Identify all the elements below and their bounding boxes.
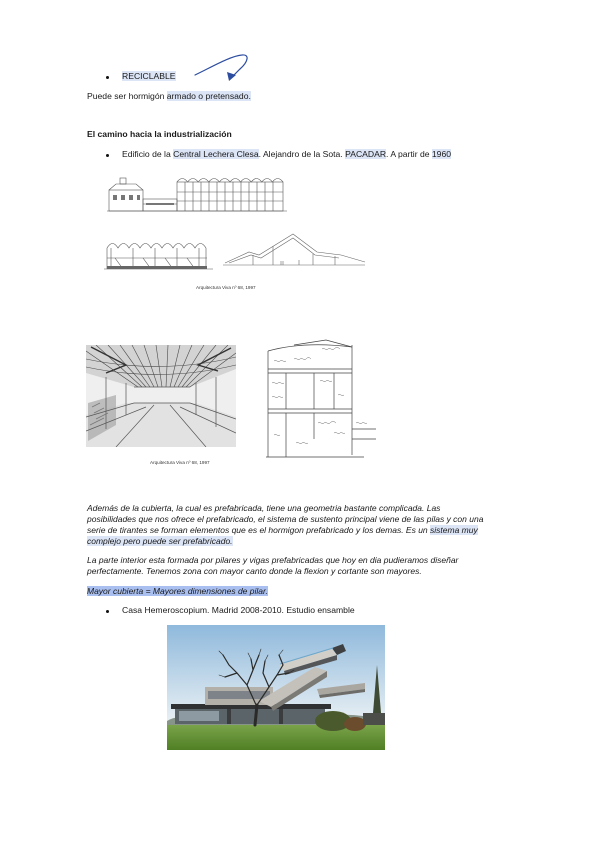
paragraph-line (87, 536, 483, 547)
list-item-reciclable (122, 71, 176, 82)
right-section-linework (223, 234, 365, 265)
text-segment: posibilidades que nos ofrece el prefabricado, el sistema de sustento principal viene de las pilas y con una (87, 514, 484, 524)
text-segment: Edificio de la (122, 149, 174, 159)
paragraph-roof (87, 503, 483, 547)
text-segment: Puede ser hormigón (87, 91, 167, 101)
paragraph-line: perfectamente. Tenemos zona con mayor canto donde la flexion y cortante son mayores. (87, 566, 422, 576)
paragraph-line (87, 525, 483, 536)
bullet-icon (106, 154, 109, 157)
figure-caption: Arquitectura Viva nº 68, 1997 (196, 285, 256, 290)
hand-drawn-arrow-annotation (190, 48, 254, 86)
fence (363, 713, 385, 725)
section-heading: El camino hacia la industrialización (87, 129, 232, 139)
highlighted-text: RECICLABLE (122, 71, 176, 81)
text-segment: . Alejandro de la Sota. (258, 149, 346, 159)
list-item-hemeroscopium: Casa Hemeroscopium. Madrid 2008-2010. Estudio ensamble (122, 605, 355, 615)
paragraph-interior (87, 555, 458, 577)
highlighted-text: complejo pero puede ser prefabricado. (87, 536, 233, 546)
highlighted-text: Central Lechera Clesa (173, 149, 259, 159)
hemeroscopium-photo (167, 625, 385, 750)
highlighted-text: PACADAR (345, 149, 387, 159)
shrub (344, 717, 366, 731)
bullet-icon (106, 76, 109, 79)
section-linework (266, 340, 376, 457)
left-section-foundation (107, 266, 207, 269)
text-segment: serie de tirantes se forman elementos que es el hormigon prefabricado y los demas. Es un (87, 525, 431, 535)
highlighted-text: sistema muy (430, 525, 478, 535)
list-item-clesa (122, 149, 451, 160)
hormigon-line (87, 91, 251, 102)
clesa-elevation-drawing (106, 168, 288, 216)
left-section-linework (104, 244, 213, 270)
highlighted-text: Mayor cubierta = Mayores dimensiones de pilar. (87, 586, 268, 596)
elevation-windows (113, 195, 174, 205)
paragraph-line: La parte interior esta formada por pilares y vigas prefabricadas que hoy en dia pudieramos diseñar (87, 555, 459, 565)
emphasis-line (87, 586, 268, 597)
text-segment: . A partir de (386, 149, 432, 159)
highlighted-text: 1960 (431, 149, 452, 159)
elevation-linework (107, 178, 287, 211)
interior-perspective-sketch (86, 345, 236, 447)
figure-caption: Arquitectura Viva nº 68, 1997 (150, 460, 210, 465)
bullet-icon (106, 610, 109, 613)
paragraph-line (87, 503, 483, 514)
paragraph-line (87, 514, 483, 525)
clesa-sections-drawing (103, 228, 369, 274)
highlighted-text: armado o pretensado. (166, 91, 251, 101)
section-notes-sketch (264, 339, 378, 461)
text-segment: Además de la cubierta, la cual es prefabricada, tiene una geometria bastante complicada. Las (87, 503, 441, 513)
